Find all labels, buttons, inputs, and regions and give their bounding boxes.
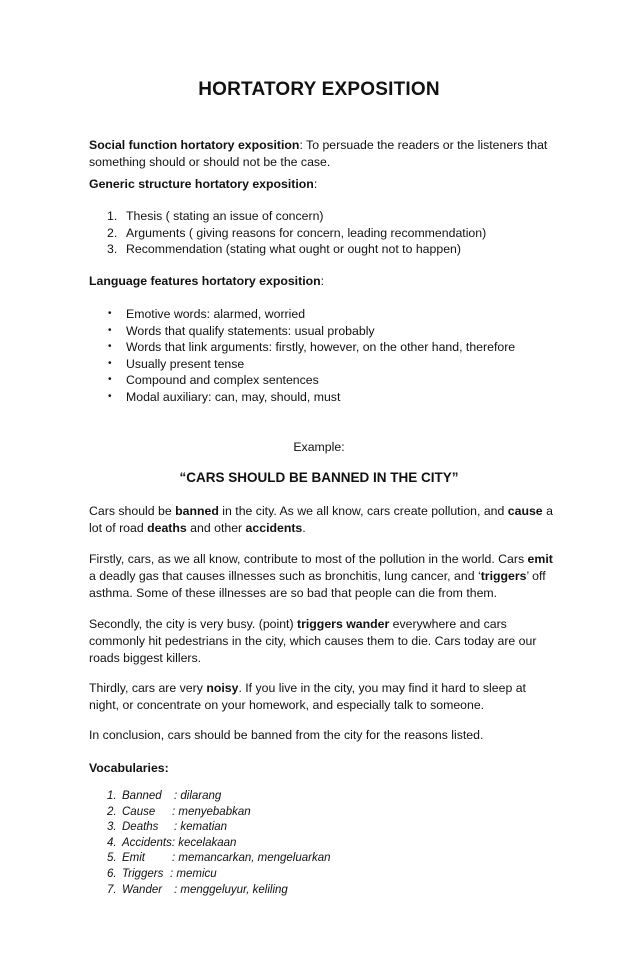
social-function-text: : To persuade the readers or the listeners that something should or should not be the case.: [89, 138, 548, 169]
paragraph-3: Secondly, the city is very busy. (point) triggers wander everywhere and cars commonly hit pedestrians in the city, which causes them to die. Cars today are our roads biggest killers.: [89, 617, 537, 665]
paragraph-2: Firstly, cars, as we all know, contribute to most of the pollution in the world. Cars emit a deadly gas that causes illnesses such as bronchitis, lung cancer, and ‘triggers’ off asthma. Some of these illnesses are so bad that people can die from them.: [89, 552, 553, 600]
list-item: 6. Triggers : memicu: [107, 867, 217, 880]
bullet-icon: •: [108, 357, 112, 369]
generic-structure-label: Generic structure hortatory exposition: [89, 177, 314, 191]
language-features-list: [89, 306, 569, 405]
list-item: • Emotive words: alarmed, worried: [108, 307, 306, 321]
vocabularies-heading: Vocabularies:: [89, 761, 169, 775]
list-item: • Words that qualify statements: usual probably: [108, 323, 375, 338]
bullet-icon: •: [108, 341, 112, 352]
example-label: Example:: [293, 440, 345, 454]
list-item: • Compound and complex sentences: [108, 373, 319, 387]
language-features-label: Language features hortatory exposition: [89, 274, 321, 288]
generic-structure-heading: Generic structure hortatory exposition:: [89, 177, 318, 191]
language-features-heading: Language features hortatory exposition:: [89, 274, 325, 288]
paragraph-1: Cars should be banned in the city. As we all know, cars create pollution, and cause a lot of road deaths and other accidents.: [89, 504, 553, 535]
generic-structure-list: [89, 208, 569, 258]
paragraph-5: In conclusion, cars should be banned from the city for the reasons listed.: [89, 728, 484, 742]
vocabulary-list: [89, 789, 489, 898]
social-function-label: Social function hortatory exposition: [89, 138, 300, 152]
list-item: 2. Arguments ( giving reasons for concern, leading recommendation): [107, 225, 487, 240]
list-item: • Words that link arguments: firstly, however, on the other hand, therefore: [108, 340, 516, 354]
list-item: • Usually present tense: [108, 356, 245, 371]
list-item: 2. Cause : menyebabkan: [107, 805, 251, 818]
paragraph-4: Thirdly, cars are very noisy. If you live in the city, you may find it hard to sleep at night, or concentrate on your homework, and especially talk to someone.: [89, 681, 526, 712]
example-title: “CARS SHOULD BE BANNED IN THE CITY”: [179, 470, 459, 485]
list-item: 4. Accidents: kecelakaan: [107, 836, 237, 849]
list-item: 3. Recommendation (stating what ought or ought not to happen): [107, 242, 461, 256]
list-item: 1. Thesis ( stating an issue of concern): [107, 209, 324, 223]
bullet-icon: •: [108, 374, 112, 385]
list-item: 7. Wander : menggeluyur, keliling: [107, 883, 288, 896]
social-function-paragraph: [89, 137, 559, 171]
list-item: 1. Banned : dilarang: [107, 790, 222, 802]
list-item: • Modal auxiliary: can, may, should, must: [108, 389, 341, 404]
list-item: 5. Emit : memancarkan, mengeluarkan: [107, 852, 331, 865]
page-title: HORTATORY EXPOSITION: [198, 79, 440, 100]
list-item: 3. Deaths : kematian: [107, 821, 228, 834]
bullet-icon: •: [108, 308, 112, 319]
bullet-icon: •: [108, 324, 112, 336]
bullet-icon: •: [108, 390, 112, 402]
